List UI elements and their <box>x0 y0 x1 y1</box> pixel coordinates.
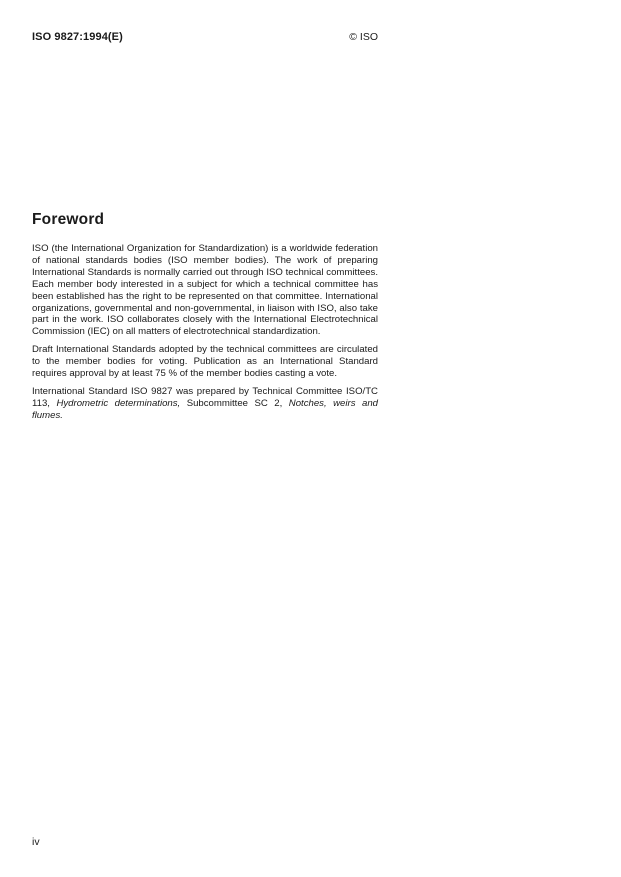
committee-title: Hydrometric determinations, <box>56 397 181 409</box>
foreword-paragraph-3 <box>32 386 378 422</box>
standard-number: ISO 9827:1994(E) <box>32 31 123 43</box>
page-header <box>32 31 378 47</box>
foreword-paragraph-2: Draft International Standards adopted by the technical committees are circulated to the member bodies for voting. Publication as an International Standard requires approval by at least 75 % of the member bodies casting a vote. <box>32 344 378 380</box>
foreword-paragraph-1: ISO (the International Organization for Standardization) is a worldwide federation of national standards bodies (ISO member bodies). The work of preparing International Standards is normally carried out through ISO technical committees. Each member body interested in a subject for which a technical committee has been established has the right to be represented on that committee. International organizations, governmental and non-governmental, in liaison with ISO, also take part in the work. ISO collaborates closely with the International Electrotechnical Commission (IEC) on all matters of electrotechnical standardization. <box>32 243 378 338</box>
copyright-notice: © ISO <box>349 31 378 43</box>
paragraph-3-text-b: Subcommittee SC 2, <box>180 397 289 409</box>
foreword-heading: Foreword <box>32 211 105 228</box>
page-number: iv <box>32 836 40 848</box>
foreword-body <box>32 243 378 428</box>
paragraph-3-text-a: International Standard ISO 9827 was prepared by Technical Committee ISO/TC 113, <box>32 385 378 409</box>
subcommittee-title: Notches, weirs and flumes. <box>32 397 378 421</box>
